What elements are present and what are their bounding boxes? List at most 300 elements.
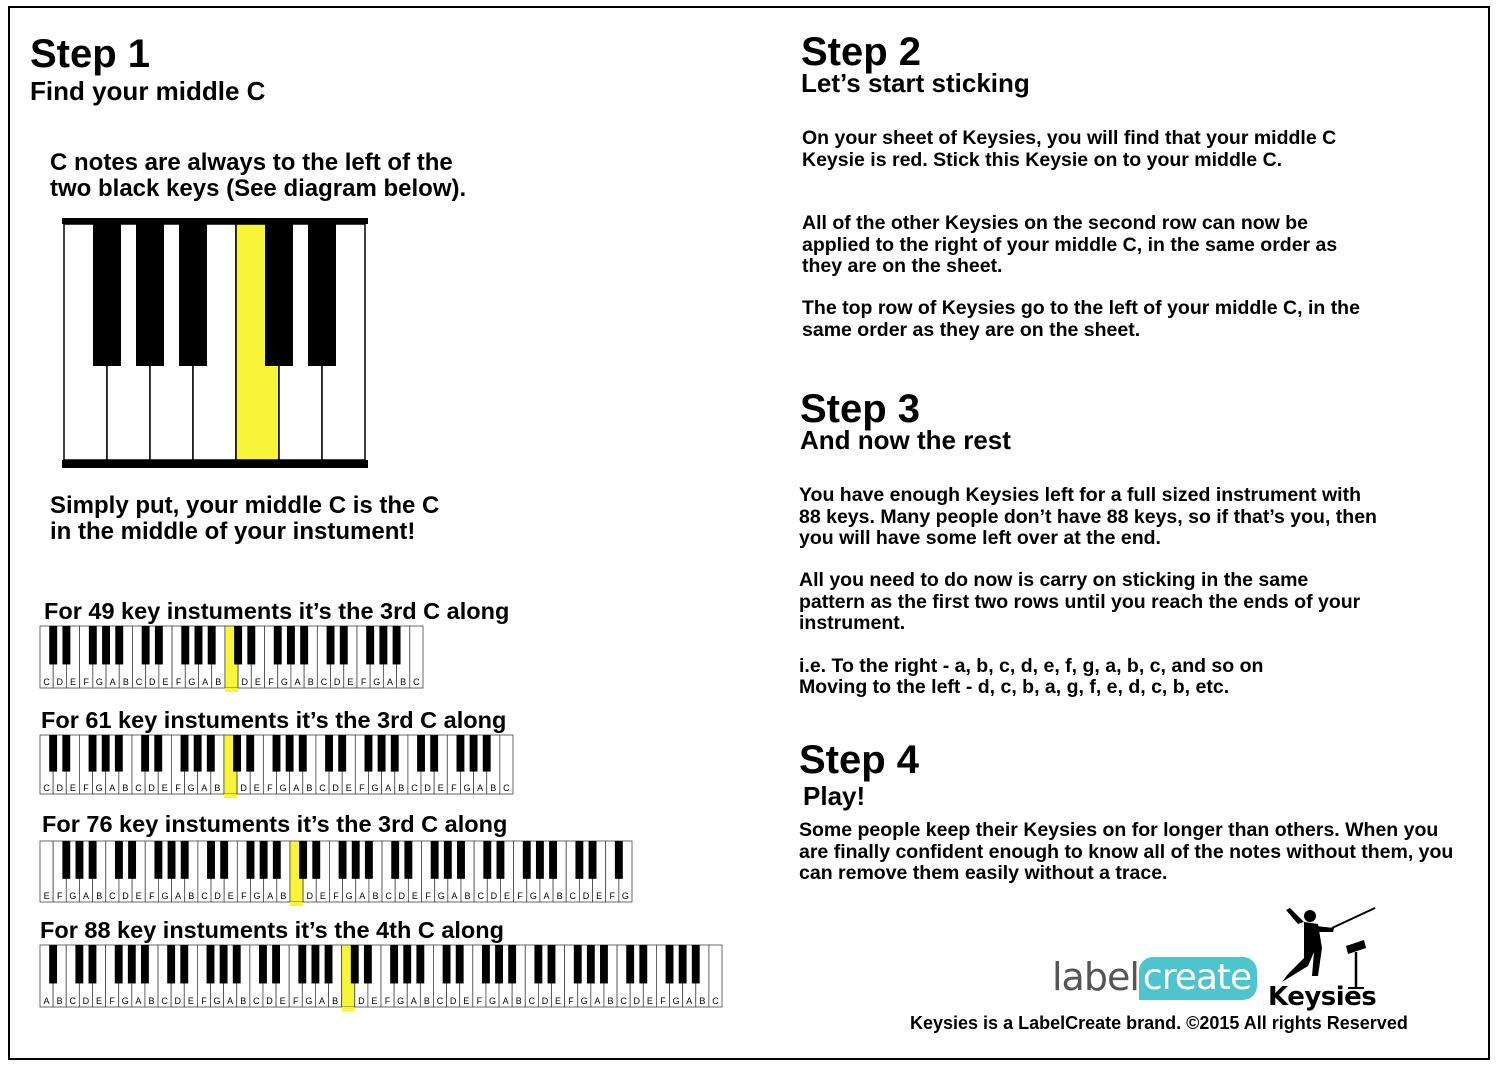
note-label: E — [319, 891, 326, 901]
note-label: G — [580, 996, 588, 1006]
black-key — [430, 735, 438, 772]
black-key — [62, 841, 70, 879]
black-key — [154, 841, 162, 879]
note-label: C — [135, 783, 142, 793]
note-label: F — [56, 891, 63, 901]
step2-paragraph-3: The top row of Keysies go to the left of your middle C, in the same order as they are on the sheet. — [802, 297, 1360, 341]
black-key — [299, 841, 307, 879]
black-key — [128, 841, 136, 879]
black-key — [457, 841, 465, 879]
step4-paragraph: Some people keep their Keysies on for longer than others. When you are finally confident enough to know all of the notes without them, you can remove them easily without a trace. — [799, 819, 1454, 884]
black-key — [141, 735, 149, 772]
middle-c-marker — [225, 688, 238, 692]
step3-example-right: i.e. To the right - a, b, c, d, e, f, g, a, b, c, and so on — [799, 655, 1264, 677]
step1-title: Step 1 — [30, 32, 151, 76]
middle-c-marker — [290, 902, 303, 906]
labelcreate-logo-create: create — [1139, 957, 1257, 1000]
black-key — [365, 735, 373, 772]
note-label: F — [83, 783, 89, 793]
black-key — [482, 945, 490, 983]
black-key — [589, 841, 597, 879]
note-label: D — [449, 996, 457, 1006]
note-label: E — [254, 677, 261, 687]
note-label: A — [543, 891, 550, 901]
black-key — [115, 735, 123, 772]
note-label: E — [227, 891, 234, 901]
note-label: E — [411, 891, 418, 901]
black-key — [456, 945, 464, 983]
black-key — [234, 626, 242, 664]
note-label: C — [528, 996, 536, 1006]
black-key — [115, 841, 123, 879]
black-key — [416, 945, 424, 983]
note-label: B — [607, 996, 614, 1006]
note-label: B — [332, 996, 339, 1006]
black-key — [115, 626, 123, 664]
step1-intro — [50, 150, 466, 202]
note-label: E — [162, 677, 169, 687]
note-label: D — [633, 996, 640, 1006]
note-label: E — [463, 996, 470, 1006]
note-label: A — [109, 783, 116, 793]
step4-subtitle: Play! — [803, 781, 866, 811]
black-key — [102, 735, 110, 772]
note-label: A — [83, 891, 90, 901]
step2-subtitle: Let’s start sticking — [801, 68, 1030, 98]
black-key — [340, 626, 348, 664]
note-label: B — [122, 677, 129, 687]
note-label: B — [188, 891, 195, 901]
note-label: E — [646, 996, 653, 1006]
note-label: G — [373, 677, 381, 687]
black-key — [403, 945, 411, 983]
note-label: D — [306, 891, 313, 901]
black-key — [495, 945, 503, 983]
note-label: A — [135, 996, 142, 1006]
black-key — [49, 626, 57, 664]
note-label: E — [69, 783, 76, 793]
note-label: F — [360, 677, 367, 687]
black-key — [93, 224, 121, 366]
note-label: B — [372, 891, 379, 901]
black-key — [167, 945, 175, 983]
note-label: G — [488, 996, 496, 1006]
black-key — [483, 735, 491, 772]
piano-bottom-bar — [62, 460, 368, 468]
note-label: A — [267, 891, 274, 901]
black-key — [393, 626, 401, 664]
note-label: G — [161, 891, 169, 901]
note-label: F — [175, 677, 182, 687]
keyboard-76-diagram — [39, 841, 633, 906]
black-key — [115, 945, 123, 983]
note-label: C — [413, 677, 420, 687]
black-key — [300, 626, 308, 664]
note-label: C — [320, 677, 328, 687]
black-key — [548, 945, 556, 983]
black-key — [89, 626, 97, 664]
note-label: C — [385, 891, 392, 901]
note-label: B — [306, 783, 313, 793]
note-label: F — [359, 783, 365, 793]
black-key — [575, 841, 583, 879]
black-key — [89, 735, 97, 772]
note-label: E — [371, 996, 378, 1006]
note-label: D — [240, 783, 247, 793]
black-key — [181, 841, 189, 879]
labelcreate-logo-label: label — [1052, 955, 1139, 999]
note-label: C — [43, 783, 50, 793]
black-key — [404, 841, 412, 879]
note-label: F — [175, 783, 181, 793]
black-key — [679, 945, 687, 983]
step3-example-left: Moving to the left - d, c, b, a, g, f, e, d, c, b, etc. — [799, 676, 1230, 698]
note-label: G — [621, 891, 629, 901]
step2-title: Step 2 — [801, 30, 922, 74]
black-key — [154, 735, 162, 772]
note-label: B — [214, 783, 221, 793]
black-key — [549, 841, 557, 879]
black-key — [587, 945, 595, 983]
black-key — [444, 841, 452, 879]
keyboard-49-diagram — [39, 626, 424, 692]
note-label: D — [122, 891, 129, 901]
note-label: C — [620, 996, 627, 1006]
black-key — [207, 735, 215, 772]
black-key — [391, 735, 399, 772]
note-label: G — [279, 783, 287, 793]
step1-summary — [50, 493, 439, 545]
black-key — [273, 841, 281, 879]
black-key — [338, 735, 346, 772]
step1-intro-line: two black keys (See diagram below). — [50, 175, 467, 202]
keysies-conductor-icon — [1278, 906, 1378, 990]
note-label: F — [451, 783, 457, 793]
note-label: G — [69, 891, 77, 901]
keysies-logo-text: Keysies — [1268, 982, 1377, 1012]
black-key — [142, 626, 150, 664]
step3-subtitle: And now the rest — [800, 425, 1011, 455]
step3-paragraph-2: All you need to do now is carry on sticking in the same pattern as the first two rows until you reach the ends of your instrument. — [799, 569, 1361, 634]
note-label: F — [660, 996, 666, 1006]
note-label: F — [568, 996, 574, 1006]
note-label: B — [423, 996, 430, 1006]
black-key — [195, 626, 203, 664]
black-key — [536, 841, 544, 879]
black-key — [179, 224, 207, 366]
black-key — [181, 735, 189, 772]
keyboard-76-caption: For 76 key instuments it’s the 3rd C along — [42, 811, 508, 837]
note-label: F — [83, 677, 89, 687]
note-label: F — [517, 891, 523, 901]
note-label: A — [293, 783, 300, 793]
note-label: D — [56, 783, 63, 793]
note-label: C — [477, 891, 484, 901]
black-key — [615, 841, 623, 879]
note-label: G — [463, 783, 471, 793]
keyboard-61-diagram — [39, 735, 514, 798]
black-key — [207, 945, 215, 983]
note-label: G — [397, 996, 405, 1006]
black-key — [639, 945, 647, 983]
black-key — [391, 841, 399, 879]
black-key — [247, 626, 255, 664]
note-label: C — [436, 996, 444, 1006]
black-key — [351, 945, 359, 983]
black-key — [287, 626, 295, 664]
note-label: F — [268, 677, 274, 687]
note-label: B — [556, 891, 563, 901]
note-label: D — [398, 891, 406, 901]
black-key — [390, 945, 398, 983]
black-key — [62, 626, 70, 664]
note-label: A — [477, 783, 484, 793]
note-label: D — [214, 891, 221, 901]
note-label: F — [109, 996, 115, 1006]
note-label: A — [451, 891, 458, 901]
note-label: B — [464, 891, 471, 901]
black-key — [181, 626, 189, 664]
black-key — [417, 735, 425, 772]
step1-summary-line: Simply put, your middle C is the C — [50, 492, 440, 519]
note-label: E — [135, 891, 142, 901]
note-label: G — [280, 677, 288, 687]
note-label: A — [201, 783, 208, 793]
black-key — [600, 945, 608, 983]
note-label: A — [686, 996, 693, 1006]
black-key — [194, 735, 202, 772]
middle-c-marker — [342, 1007, 355, 1011]
keyboard-88-diagram — [39, 945, 723, 1011]
black-key — [272, 945, 280, 983]
note-label: E — [437, 783, 444, 793]
note-label: D — [241, 677, 248, 687]
piano-top-bar — [62, 218, 368, 224]
keyboard-49-caption: For 49 key instuments it’s the 3rd C along — [44, 598, 510, 624]
note-label: F — [149, 891, 155, 901]
note-label: G — [213, 996, 221, 1006]
note-label: B — [240, 996, 247, 1006]
note-label: B — [215, 677, 222, 687]
note-label: B — [699, 996, 706, 1006]
black-key — [626, 945, 634, 983]
black-key — [259, 945, 267, 983]
step2-paragraph-2: All of the other Keysies on the second row can now be applied to the right of your middle C, in the same order as they are on the sheet. — [802, 212, 1338, 277]
note-label: E — [253, 783, 260, 793]
note-label: B — [515, 996, 522, 1006]
black-key — [692, 945, 700, 983]
black-key — [208, 626, 216, 664]
note-label: E — [161, 783, 168, 793]
note-label: B — [307, 677, 314, 687]
note-label: F — [267, 783, 273, 793]
note-label: D — [333, 677, 341, 687]
black-key — [378, 735, 386, 772]
note-label: G — [95, 783, 103, 793]
black-key — [155, 626, 163, 664]
note-label: C — [253, 996, 260, 1006]
note-label: C — [503, 783, 510, 793]
black-key — [299, 735, 307, 772]
black-key — [666, 945, 674, 983]
note-label: G — [121, 996, 129, 1006]
black-key — [49, 945, 57, 983]
note-label: F — [384, 996, 391, 1006]
note-label: C — [712, 996, 719, 1006]
keyboard-88-caption: For 88 key instuments it’s the 4th C along — [40, 917, 504, 943]
note-label: E — [43, 891, 50, 901]
note-label: D — [490, 891, 498, 901]
black-key — [523, 841, 531, 879]
note-label: E — [504, 891, 511, 901]
black-key — [365, 841, 373, 879]
black-key — [247, 841, 255, 879]
note-label: D — [266, 996, 273, 1006]
step3-paragraph-1: You have enough Keysies left for a full sized instrument with 88 keys. Many people don’t have 88 keys, so if that’s you, then you will have some left over at the end. — [799, 484, 1377, 549]
note-label: E — [596, 891, 603, 901]
black-key — [62, 735, 70, 772]
black-key — [220, 945, 228, 983]
note-label: E — [555, 996, 562, 1006]
note-label: B — [56, 996, 63, 1006]
note-label: B — [280, 891, 287, 901]
black-key — [102, 626, 110, 664]
note-label: E — [279, 996, 286, 1006]
black-key — [379, 626, 387, 664]
step1-subtitle: Find your middle C — [30, 76, 266, 106]
black-key — [457, 735, 465, 772]
note-label: G — [253, 891, 261, 901]
black-key — [574, 945, 582, 983]
middle-c-marker — [224, 794, 237, 798]
black-key — [260, 841, 268, 879]
black-key — [76, 841, 84, 879]
black-key — [207, 841, 215, 879]
note-label: A — [594, 996, 601, 1006]
note-label: C — [569, 891, 577, 901]
note-label: C — [43, 677, 50, 687]
note-label: A — [294, 677, 301, 687]
step4-title: Step 4 — [799, 738, 920, 782]
note-label: B — [490, 783, 497, 793]
note-label: C — [201, 891, 208, 901]
black-key — [534, 945, 542, 983]
note-label: F — [333, 891, 339, 901]
black-key — [364, 945, 372, 983]
note-label: G — [95, 677, 103, 687]
note-label: G — [371, 783, 379, 793]
note-label: G — [345, 891, 353, 901]
black-key — [286, 735, 294, 772]
note-label: E — [96, 996, 103, 1006]
note-label: A — [410, 996, 417, 1006]
note-label: A — [359, 891, 366, 901]
note-label: C — [411, 783, 418, 793]
note-label: G — [188, 677, 196, 687]
note-label: E — [70, 677, 77, 687]
note-label: D — [358, 996, 365, 1006]
black-key — [89, 945, 97, 983]
note-label: D — [541, 996, 549, 1006]
black-key — [352, 841, 360, 879]
black-key — [49, 735, 57, 772]
black-key — [311, 945, 319, 983]
black-key — [265, 224, 293, 366]
note-label: F — [201, 996, 207, 1006]
note-label: B — [398, 783, 405, 793]
note-label: G — [187, 783, 195, 793]
middle-c-piano-diagram — [62, 218, 368, 468]
black-key — [128, 945, 136, 983]
black-key — [274, 626, 282, 664]
step3-title: Step 3 — [800, 387, 921, 431]
black-key — [220, 841, 228, 879]
black-key — [298, 945, 306, 983]
black-key — [168, 841, 176, 879]
black-key — [366, 626, 374, 664]
note-label: B — [122, 783, 129, 793]
black-key — [308, 224, 336, 366]
note-label: F — [425, 891, 431, 901]
note-label: A — [202, 677, 209, 687]
note-label: C — [69, 996, 77, 1006]
note-label: D — [82, 996, 90, 1006]
note-label: D — [149, 677, 156, 687]
note-label: A — [385, 783, 392, 793]
black-key — [89, 841, 97, 879]
note-label: D — [56, 677, 64, 687]
black-key — [246, 735, 254, 772]
note-label: G — [437, 891, 445, 901]
black-key — [325, 945, 333, 983]
footer-copyright: Keysies is a LabelCreate brand. ©2015 All rights Reserved — [910, 1013, 1408, 1033]
note-label: A — [318, 996, 325, 1006]
black-key — [180, 945, 188, 983]
labelcreate-logo — [1052, 955, 1257, 1001]
black-key — [496, 841, 504, 879]
note-label: F — [609, 891, 616, 901]
note-label: C — [135, 677, 143, 687]
note-label: B — [148, 996, 155, 1006]
note-label: A — [386, 677, 393, 687]
black-key — [443, 945, 451, 983]
note-label: B — [400, 677, 407, 687]
keyboard-61-caption: For 61 key instuments it’s the 3rd C along — [41, 707, 507, 733]
black-key — [508, 945, 516, 983]
black-key — [325, 735, 333, 772]
note-label: A — [109, 677, 116, 687]
note-label: C — [161, 996, 168, 1006]
step1-intro-line: C notes are always to the left of the — [50, 149, 453, 176]
black-key — [483, 841, 491, 879]
note-label: E — [345, 783, 352, 793]
note-label: D — [332, 783, 339, 793]
note-label: F — [476, 996, 483, 1006]
black-key — [327, 626, 335, 664]
black-key — [136, 224, 164, 366]
note-label: B — [96, 891, 103, 901]
black-key — [75, 945, 83, 983]
note-label: A — [175, 891, 182, 901]
black-key — [339, 841, 347, 879]
note-label: F — [241, 891, 247, 901]
note-label: D — [148, 783, 155, 793]
black-key — [312, 841, 320, 879]
black-key — [431, 841, 439, 879]
step2-paragraph-1: On your sheet of Keysies, you will find that your middle C Keysie is red. Stick this Keysie on to your middle C. — [802, 127, 1337, 171]
note-label: G — [529, 891, 537, 901]
black-key — [273, 735, 281, 772]
